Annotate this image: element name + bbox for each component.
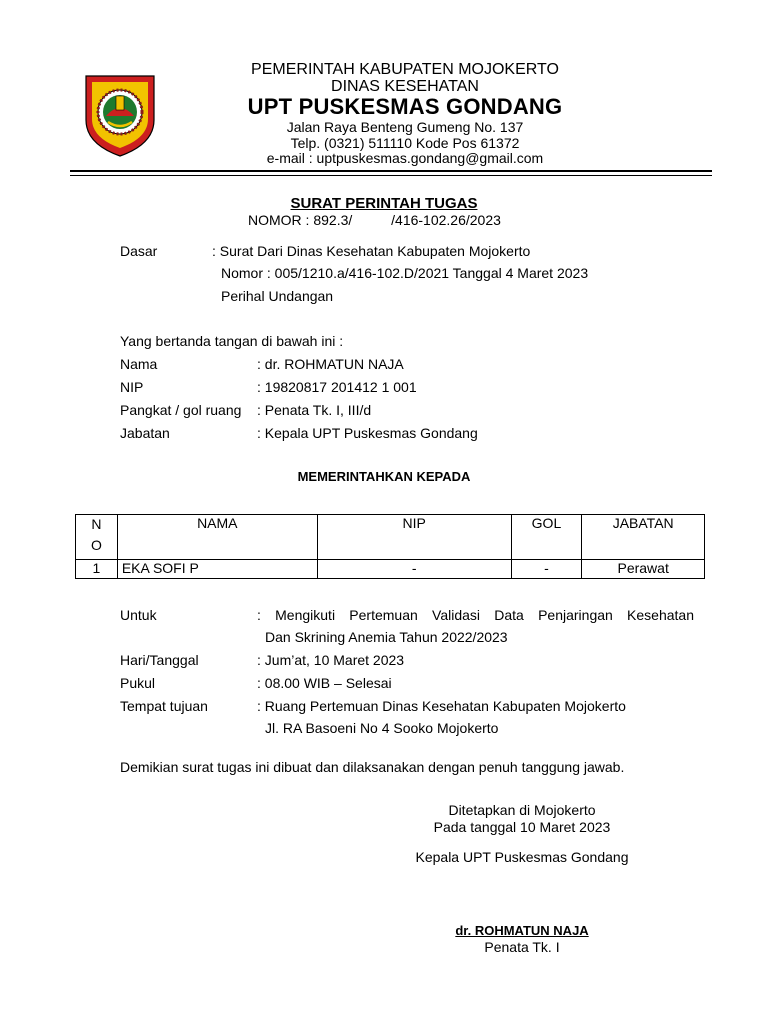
time-label: Pukul xyxy=(120,675,156,691)
destination-line-1: : Ruang Pertemuan Dinas Kesehatan Kabupaten Mojokerto xyxy=(257,698,626,714)
purpose-line-2: Dan Skrining Anemia Tahun 2022/2023 xyxy=(265,629,508,645)
mojokerto-regency-logo xyxy=(82,72,158,158)
dasar-line-2: Nomor : 005/1210.a/416-102.D/2021 Tanggal 4 Maret 2023 xyxy=(221,265,589,281)
cell-gol: - xyxy=(511,560,582,579)
signatory-nip-value: : 19820817 201412 1 001 xyxy=(257,379,417,395)
header-nip: NIP xyxy=(317,515,511,560)
time-value: : 08.00 WIB – Selesai xyxy=(257,675,392,691)
signatory-name-value: : dr. ROHMATUN NAJA xyxy=(257,356,404,372)
purpose-label: Untuk xyxy=(120,607,157,623)
letterhead-divider-thin xyxy=(70,175,712,176)
table-row xyxy=(76,560,705,579)
letterhead-government: PEMERINTAH KABUPATEN MOJOKERTO xyxy=(251,61,559,78)
letterhead-email: e-mail : uptpuskesmas.gondang@gmail.com xyxy=(266,150,544,166)
dasar-line-3: Perihal Undangan xyxy=(221,288,334,304)
destination-label: Tempat tujuan xyxy=(120,698,208,714)
header-no-line-1: N xyxy=(91,516,102,532)
header-gol: GOL xyxy=(511,515,582,560)
header-no xyxy=(76,515,118,560)
signatory-position-value: : Kepala UPT Puskesmas Gondang xyxy=(257,425,478,441)
cell-no: 1 xyxy=(76,560,118,579)
signatory-name: dr. ROHMATUN NAJA xyxy=(455,923,589,938)
document-number: NOMOR : 892.3/ /416-102.26/2023 xyxy=(248,212,501,228)
letterhead-divider-thick xyxy=(70,170,712,172)
date-value: : Jum’at, 10 Maret 2023 xyxy=(257,652,405,668)
date-label: Hari/Tanggal xyxy=(120,652,199,668)
closing-statement: Demikian surat tugas ini dibuat dan dilaksanakan dengan penuh tanggung jawab. xyxy=(120,759,625,775)
signature-position: Kepala UPT Puskesmas Gondang xyxy=(415,849,629,865)
table-header-row xyxy=(76,515,705,560)
signatory-rank-label: Pangkat / gol ruang xyxy=(120,402,242,418)
signature-date: Pada tanggal 10 Maret 2023 xyxy=(433,819,611,835)
purpose-line-1: : Mengikuti Pertemuan Validasi Data Penjaringan Kesehatan xyxy=(257,607,694,623)
letterhead-department: DINAS KESEHATAN xyxy=(331,78,479,95)
signature-place: Ditetapkan di Mojokerto xyxy=(448,802,596,818)
signatory-rank: Penata Tk. I xyxy=(484,939,560,955)
header-nama: NAMA xyxy=(117,515,317,560)
signatory-nip-label: NIP xyxy=(120,379,144,395)
cell-nama: EKA SOFI P xyxy=(117,560,317,579)
document-title: SURAT PERINTAH TUGAS xyxy=(290,195,478,212)
header-no-line-2: O xyxy=(90,537,102,553)
signatory-intro: Yang bertanda tangan di bawah ini : xyxy=(120,333,344,349)
assignee-table xyxy=(75,514,705,579)
signatory-rank-value: : Penata Tk. I, III/d xyxy=(257,402,372,418)
signatory-name-label: Nama xyxy=(120,356,158,372)
cell-nip: - xyxy=(317,560,511,579)
letterhead-institution: UPT PUSKESMAS GONDANG xyxy=(247,94,563,119)
letterhead-address: Jalan Raya Benteng Gumeng No. 137 xyxy=(286,119,524,135)
letterhead-phone: Telp. (0321) 511110 Kode Pos 61372 xyxy=(290,135,520,151)
cell-jabatan: Perawat xyxy=(582,560,705,579)
order-heading: MEMERINTAHKAN KEPADA xyxy=(297,469,471,484)
signatory-position-label: Jabatan xyxy=(120,425,170,441)
header-jabatan: JABATAN xyxy=(582,515,705,560)
dasar-label: Dasar xyxy=(120,243,158,259)
destination-line-2: Jl. RA Basoeni No 4 Sooko Mojokerto xyxy=(265,720,499,736)
dasar-line-1: : Surat Dari Dinas Kesehatan Kabupaten Mojokerto xyxy=(212,243,531,259)
